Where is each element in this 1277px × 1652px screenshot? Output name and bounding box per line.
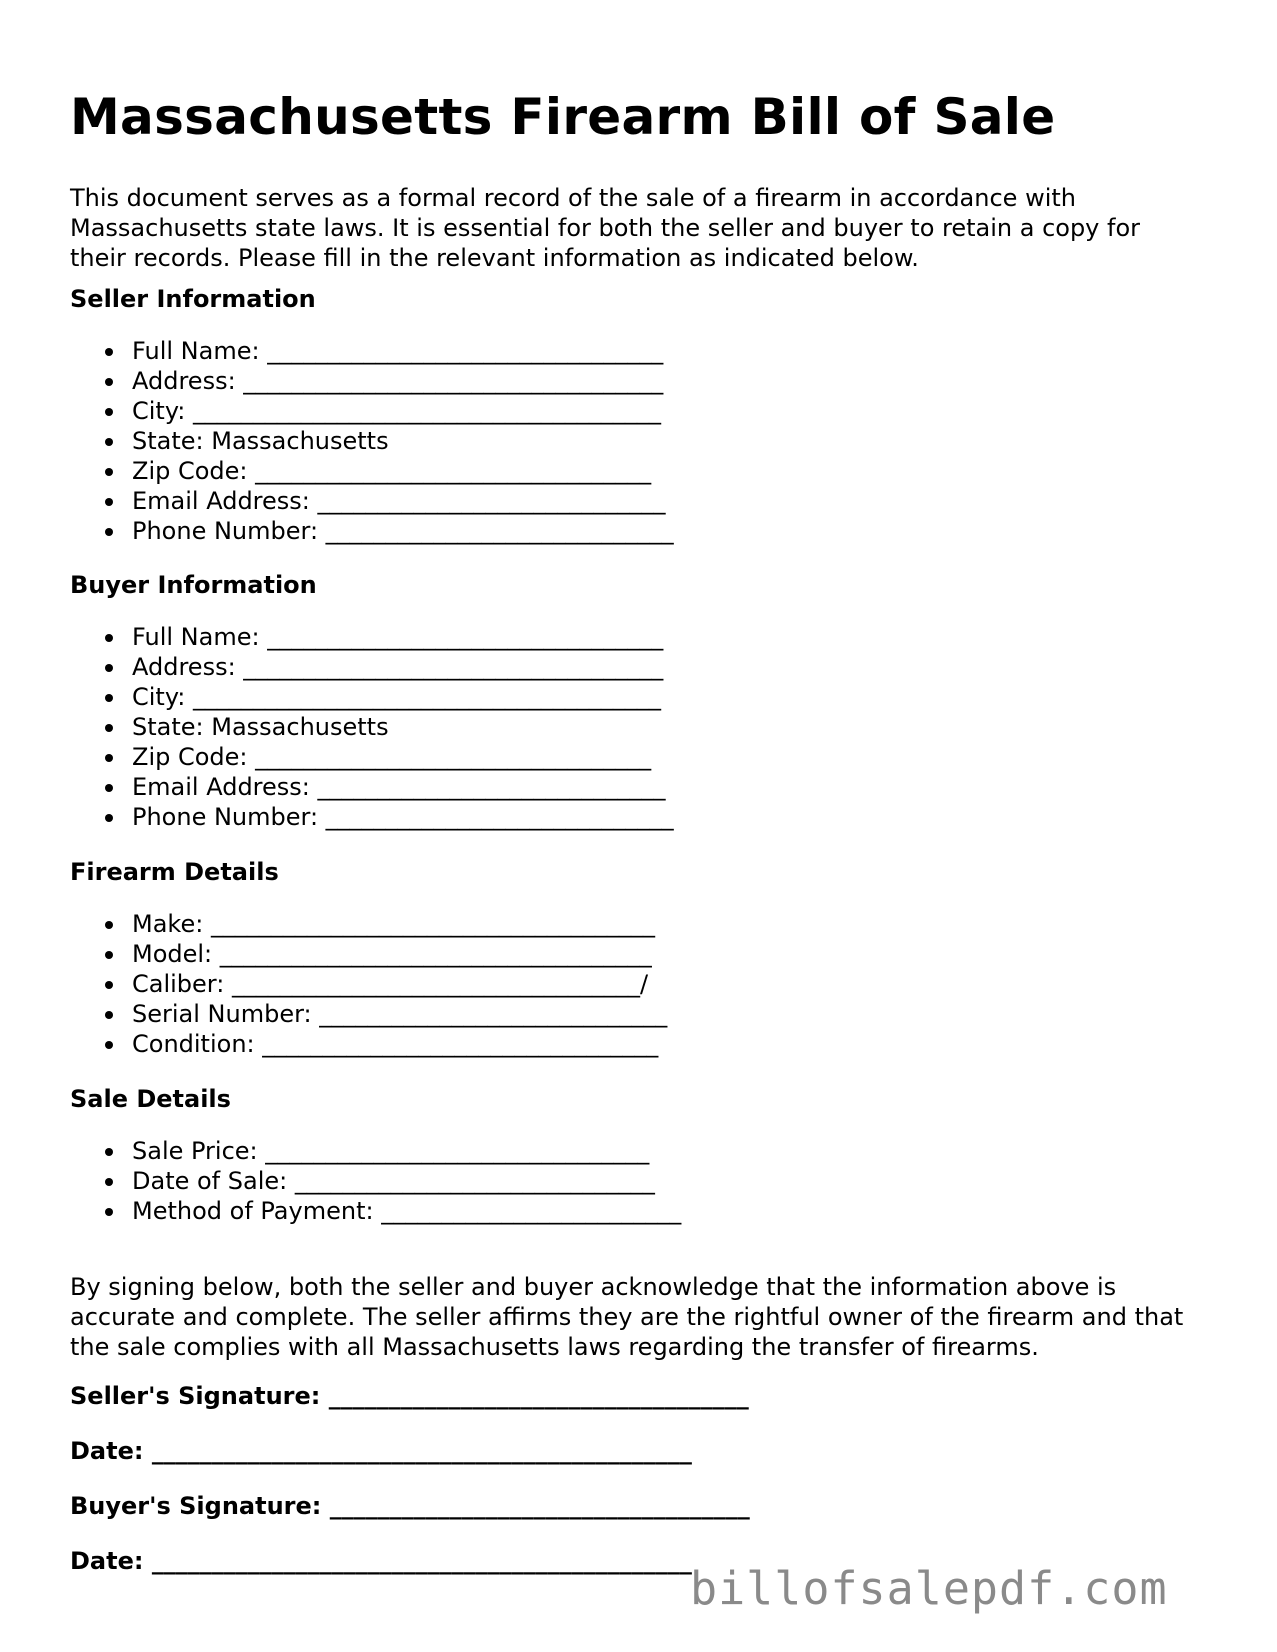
buyer-full-name-field[interactable]: Full Name: _________________________________	[70, 622, 674, 652]
intro-paragraph: This document serves as a formal record of the sale of a firearm in accordance with Massachusetts state laws. It is essential for both the seller and buyer to retain a copy for their records. Please fill in the relevant information as indicated below.	[70, 184, 1141, 272]
buyer-address-field[interactable]: Address: ___________________________________	[70, 652, 674, 682]
sale-price-field[interactable]: Sale Price: ________________________________	[70, 1136, 681, 1166]
seller-zip-field[interactable]: Zip Code: _________________________________	[70, 456, 674, 486]
buyer-zip-field[interactable]: Zip Code: _________________________________	[70, 742, 674, 772]
document-title: Massachusetts Firearm Bill of Sale	[70, 88, 1056, 146]
buyer-date-line[interactable]: Date: _____________________________________________	[70, 1547, 692, 1575]
sale-fields	[70, 1136, 681, 1226]
seller-full-name-field[interactable]: Full Name: _________________________________	[70, 336, 674, 366]
firearm-condition-field[interactable]: Condition: _________________________________	[70, 1029, 667, 1059]
seller-state-field: State: Massachusetts	[70, 426, 674, 456]
buyer-state-field: State: Massachusetts	[70, 712, 674, 742]
seller-city-field[interactable]: City: _______________________________________	[70, 396, 674, 426]
firearm-serial-number-field[interactable]: Serial Number: _____________________________	[70, 999, 667, 1029]
acknowledgement-paragraph: By signing below, both the seller and buyer acknowledge that the information above is accurate and complete. The seller affirms they are the rightful owner of the firearm and that the sale complies with all Massachusetts laws regarding the transfer of firearms.	[70, 1273, 1184, 1361]
sale-date-field[interactable]: Date of Sale: ______________________________	[70, 1166, 681, 1196]
buyer-phone-field[interactable]: Phone Number: _____________________________	[70, 802, 674, 832]
buyer-fields	[70, 622, 674, 832]
firearm-fields	[70, 909, 667, 1059]
seller-phone-field[interactable]: Phone Number: _____________________________	[70, 516, 674, 546]
sale-payment-method-field[interactable]: Method of Payment: _________________________	[70, 1196, 681, 1226]
buyer-email-field[interactable]: Email Address: _____________________________	[70, 772, 674, 802]
firearm-make-field[interactable]: Make: _____________________________________	[70, 909, 667, 939]
seller-signature-line[interactable]: Seller's Signature: ___________________________________	[70, 1382, 749, 1410]
seller-email-field[interactable]: Email Address: _____________________________	[70, 486, 674, 516]
watermark-text: billofsalepdf.com	[690, 1562, 1168, 1615]
firearm-model-field[interactable]: Model: ____________________________________	[70, 939, 667, 969]
buyer-city-field[interactable]: City: _______________________________________	[70, 682, 674, 712]
buyer-heading: Buyer Information	[70, 571, 317, 599]
seller-heading: Seller Information	[70, 285, 316, 313]
seller-fields	[70, 336, 674, 546]
firearm-heading: Firearm Details	[70, 858, 279, 886]
firearm-caliber-field[interactable]: Caliber: __________________________________/	[70, 969, 667, 999]
buyer-signature-line[interactable]: Buyer's Signature: ___________________________________	[70, 1492, 750, 1520]
sale-heading: Sale Details	[70, 1085, 231, 1113]
seller-date-line[interactable]: Date: _____________________________________________	[70, 1437, 692, 1465]
seller-address-field[interactable]: Address: ___________________________________	[70, 366, 674, 396]
